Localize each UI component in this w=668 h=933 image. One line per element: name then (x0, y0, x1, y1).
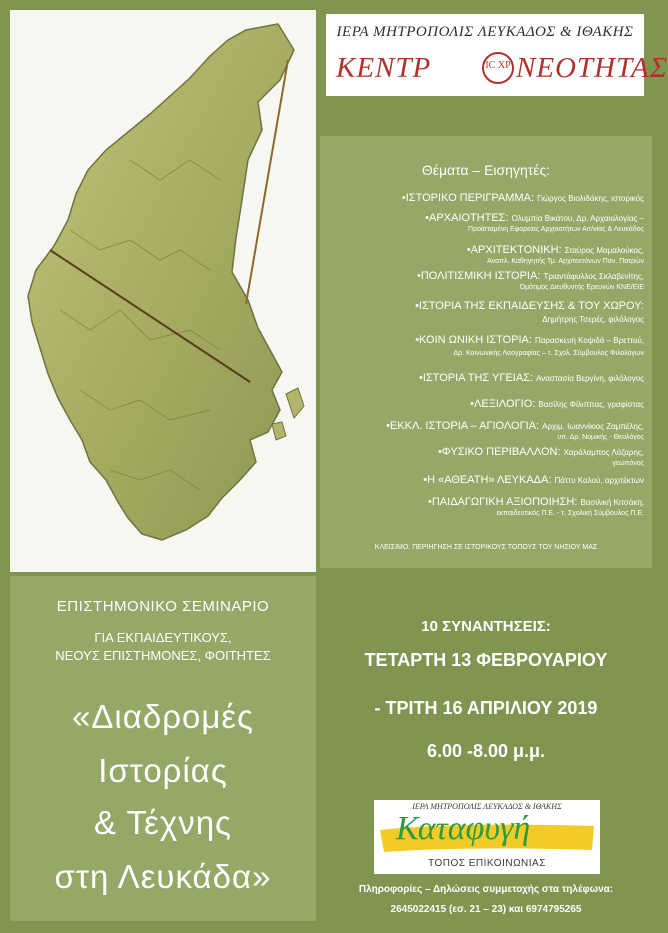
topic-item: •Η «ΑΘΕΑΤΗ» ΛΕΥΚΑΔΑ: Πάττυ Καλού, αρχιτέκτων (423, 474, 644, 486)
kentro-neotitas-logo (326, 14, 668, 96)
topic-item: •ΕΚΚΛ. ΙΣΤΟΡΙΑ – ΑΓΙΟΛΟΓΙΑ: Αρχιμ. Ιωαννίκιος Ζαμπέλης, υπ. Δρ. Νομικής - Θεολόγος (386, 420, 644, 441)
topic-item: •ΙΣΤΟΡΙΚΟ ΠΕΡΙΓΡΑΜΜΑ: Γιώργος Βιολιδάκης, ιστορικός (401, 192, 644, 204)
topic-item: •ΦΥΣΙΚΟ ΠΕΡΙΒΑΛΛΟΝ: Χαράλαμπος Λάζαρης, γεωπόνος (438, 446, 644, 467)
topic-item: •ΚΟΙΝ ΩΝΙΚΗ ΙΣΤΟΡΙΑ: Παρασκευή Κοψιδά – Βρεττού, Δρ. Κοινωνικής Λαογραφίας – τ. Σχολ. Σύμβουλος Φιλολόγων (415, 334, 644, 357)
cross-seal-icon: ΙC ΧΡ (482, 52, 514, 84)
info-label: Πληροφορίες – Δηλώσεις συμμετοχής στα τηλέφωνα: (358, 884, 614, 895)
seminar-name-line: & Τέχνης (94, 804, 232, 841)
topic-item: •ΙΣΤΟΡΙΑ ΤΗΣ ΥΓΕΙΑΣ: Αναστασία Βεργίνη, φιλόλογος (418, 372, 644, 384)
island-map-image (10, 10, 316, 572)
logo-kentro-text: ΚΕΝΤΡ (336, 52, 432, 84)
meetings-time: 6.00 -8.00 μ.μ. (426, 741, 546, 761)
topic-item: •ΛΕΞΙΛΟΓΙΟ: Βασίλης Φίλιππας, γραφίστας (470, 398, 644, 410)
katafygi-title: Καταφυγή (396, 810, 531, 847)
topic-item: •ΠΟΛΙΤΙΣΜΙΚΗ ΙΣΤΟΡΙΑ: Τριαντάφυλλος Σκλαβενίτης, Ομότιμος Διευθυντής Ερευνών ΚΝΕ/ΕΙΕ (416, 270, 644, 291)
topics-panel (320, 136, 652, 568)
seminar-audience-line: ΓΙΑ ΕΚΠΑΙΔΕΥΤΙΚΟΥΣ, (94, 630, 232, 645)
meetings-start-date: ΤΕΤΑΡΤΗ 13 ΦΕΒΡΟΥΑΡΙΟΥ (364, 650, 608, 670)
seminar-audience-line: ΝΕΟΥΣ ΕΠΙΣΤΗΜΟΝΕΣ, ΦΟΙΤΗΤΕΣ (55, 648, 271, 663)
logo-metropolis-text: ΙΕΡΑ ΜΗΤΡΟΠΟΛΙΣ ΛΕΥΚΑΔΟΣ & ΙΘΑΚΗΣ (336, 24, 634, 40)
closing-note: ΚΛΕΙΣΙΜΟ: ΠΕΡΙΗΓΗΣΗ ΣΕ ΙΣΤΟΡΙΚΟΥΣ ΤΟΠΟΥΣ ΤΟΥ ΝΗΣΙΟΥ ΜΑΣ (374, 544, 598, 551)
meetings-end-date: - ΤΡΙΤΗ 16 ΑΠΡΙΛΙΟΥ 2019 (374, 698, 598, 718)
seminar-panel (10, 576, 316, 921)
seminar-title: ΕΠΙΣΤΗΜΟΝΙΚΟ ΣΕΜΙΝΑΡΙΟ (56, 598, 270, 615)
logo-neotitas-text: ΝΕΟΤΗΤΑΣ (516, 52, 668, 84)
seminar-name-line: Ιστορίας (98, 752, 228, 789)
topic-item: •ΠΑΙΔΑΓΩΓΙΚΗ ΑΞΙΟΠΟΙΗΣΗ: Βασιλική Κιτσάκη, εκπαιδευτικός Π.Ε. - τ. Σχολική Σύμβουλος Π.Ε. (428, 496, 644, 517)
meetings-count: 10 ΣΥΝΑΝΤΗΣΕΙΣ: (421, 618, 551, 635)
info-phones: 2645022415 (εσ. 21 – 23) και 6974795265 (390, 904, 582, 915)
seminar-name-line: στη Λευκάδα» (54, 858, 272, 895)
topic-item: •ΑΡΧΑΙΟΤΗΤΕΣ: Ολυμπία Βικάτου, Δρ. Αρχαιολογίας – Προϊσταμένη Εφορείας Αρχαιοτήτων Αιτ/νίας & Λευκάδος (425, 212, 644, 233)
topic-item: •ΑΡΧΙΤΕΚΤΟΝΙΚΗ: Σταύρος Μαμαλούκος, Αναπλ. Καθηγητής Τμ. Αρχιτεκτόνων Παν. Πατρών (466, 244, 644, 265)
seminar-name-line: «Διαδρομές (72, 698, 254, 735)
lefkada-map-drawing (10, 10, 316, 572)
katafygi-subtitle: ΤΟΠΟΣ ΕΠΙΚΟΙΝΩΝΙΑΣ (428, 858, 546, 869)
topics-title: Θέματα – Εισηγητές: (421, 162, 551, 178)
topic-item: •ΙΣΤΟΡΙΑ ΤΗΣ ΕΚΠΑΙΔΕΥΣΗΣ & ΤΟΥ ΧΩΡΟΥ: Δημήτρης Τσερές, φιλόλογος (415, 300, 644, 324)
katafygi-metropolis-text: ΙΕΡΑ ΜΗΤΡΟΠΟΛΙΣ ΛΕΥΚΑΔΟΣ & ΙΘΑΚΗΣ (412, 802, 562, 811)
katafygi-logo (374, 800, 600, 874)
